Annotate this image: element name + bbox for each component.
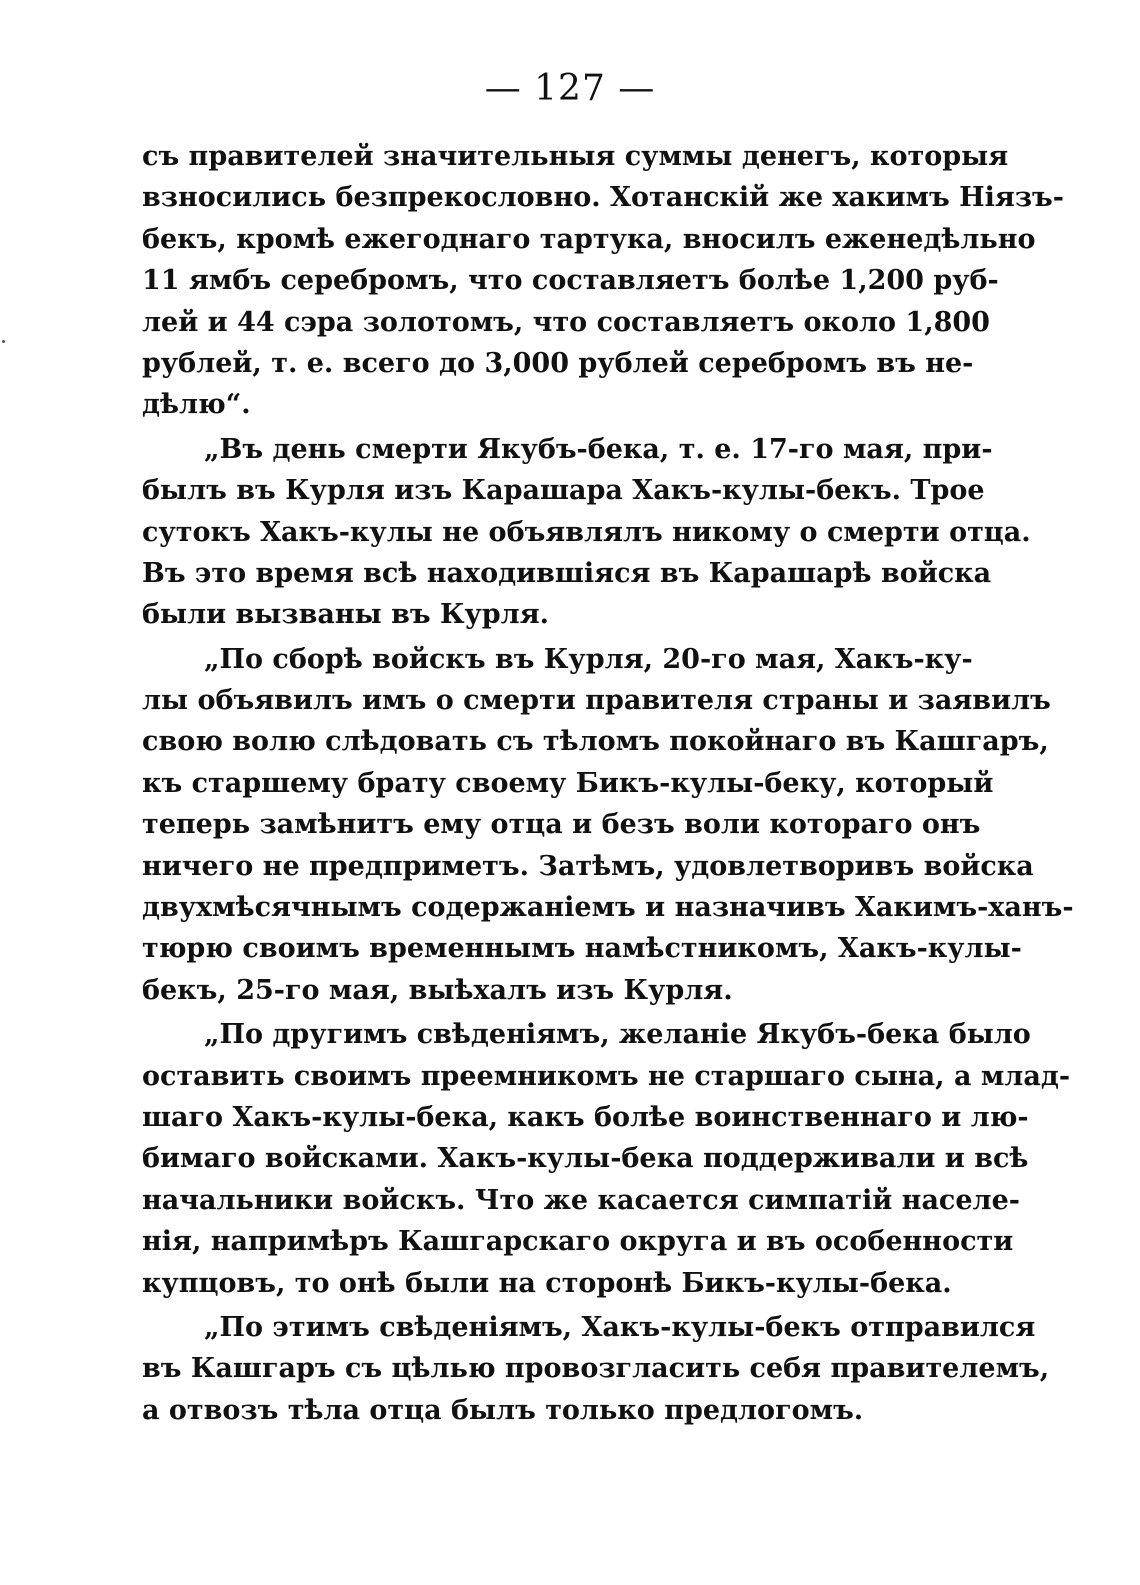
text-line: бекъ, кромѣ ежегоднаго тартука, вносилъ еженедѣльно bbox=[142, 223, 1036, 255]
text-line: а отвозъ тѣла отца былъ только предлогомъ. bbox=[142, 1394, 864, 1426]
text-line: Въ это время всѣ находившіяся въ Карашарѣ войска bbox=[142, 557, 992, 589]
text-line: сутокъ Хакъ-кулы не объявлялъ никому о смерти отца. bbox=[142, 516, 1031, 548]
text-line: съ правителей значительныя суммы денегъ, которыя bbox=[142, 141, 1009, 172]
paragraph-2 bbox=[142, 429, 1031, 636]
text-line: свою волю слѣдовать съ тѣломъ покойнаго въ Кашгаръ, bbox=[142, 726, 1049, 758]
text-line: начальники войскъ. Что же касается симпатій населе- bbox=[142, 1184, 1020, 1216]
page-number: — 127 — bbox=[484, 68, 656, 109]
paragraph-1 bbox=[142, 136, 1064, 426]
text-line: взносились безпрекословно. Хотанскій же хакимъ Ніязъ- bbox=[142, 182, 1064, 214]
body-text bbox=[142, 136, 1074, 1431]
text-line: „Въ день смерти Якубъ-бека, т. е. 17-го мая, при- bbox=[204, 433, 993, 465]
text-line: „По другимъ свѣденіямъ, желаніе Якубъ-бека было bbox=[204, 1019, 1031, 1051]
paragraph-5 bbox=[142, 1307, 1050, 1431]
text-line: теперь замѣнитъ ему отца и безъ воли котораго онъ bbox=[142, 809, 981, 841]
text-line: былъ въ Курля изъ Карашара Хакъ-кулы-бекъ. Трое bbox=[142, 475, 985, 507]
text-line: шаго Хакъ-кулы-бека, какъ болѣе воинственнаго и лю- bbox=[142, 1101, 1029, 1133]
text-line: лей и 44 сэра золотомъ, что составляетъ около 1,800 bbox=[142, 306, 990, 338]
text-line: купцовъ, то онѣ были на сторонѣ Бикъ-кулы-бека. bbox=[142, 1267, 952, 1299]
paragraph-4 bbox=[142, 1014, 1071, 1304]
text-line: „По этимъ свѣденіямъ, Хакъ-кулы-бекъ отправился bbox=[204, 1311, 1036, 1343]
text-line: были вызваны въ Курля. bbox=[142, 599, 550, 631]
text-line: нія, напримѣръ Кашгарскаго округа и въ особенности bbox=[142, 1226, 1014, 1258]
text-line: двухмѣсячнымъ содержаніемъ и назначивъ Хакимъ-ханъ- bbox=[142, 892, 1074, 924]
text-line: бимаго войсками. Хакъ-кулы-бека поддерживали и всѣ bbox=[142, 1143, 1029, 1175]
text-line: лы объявилъ имъ о смерти правителя страны и заявилъ bbox=[142, 685, 1051, 717]
text-line: „По сборѣ войскъ въ Курля, 20-го мая, Хакъ-ку- bbox=[204, 643, 973, 675]
text-line: бекъ, 25-го мая, выѣхалъ изъ Курля. bbox=[142, 974, 733, 1006]
text-line: дѣлю“. bbox=[142, 389, 251, 421]
text-line: 11 ямбъ серебромъ, что составляетъ болѣе 1,200 руб- bbox=[142, 265, 999, 297]
scan-speck bbox=[2, 340, 5, 343]
text-line: тюрю своимъ временнымъ намѣстникомъ, Хакъ-кулы- bbox=[142, 933, 1022, 965]
text-line: ничего не предприметъ. Затѣмъ, удовлетворивъ войска bbox=[142, 850, 1034, 882]
text-line: оставить своимъ преемникомъ не старшаго сына, а млад- bbox=[142, 1060, 1071, 1092]
text-line: въ Кашгаръ съ цѣлью провозгласить себя правителемъ, bbox=[142, 1353, 1050, 1385]
text-line: рублей, т. е. всего до 3,000 рублей серебромъ въ не- bbox=[142, 347, 974, 379]
text-line: къ старшему брату своему Бикъ-кулы-беку, который bbox=[142, 767, 994, 799]
paragraph-3 bbox=[142, 639, 1074, 1012]
